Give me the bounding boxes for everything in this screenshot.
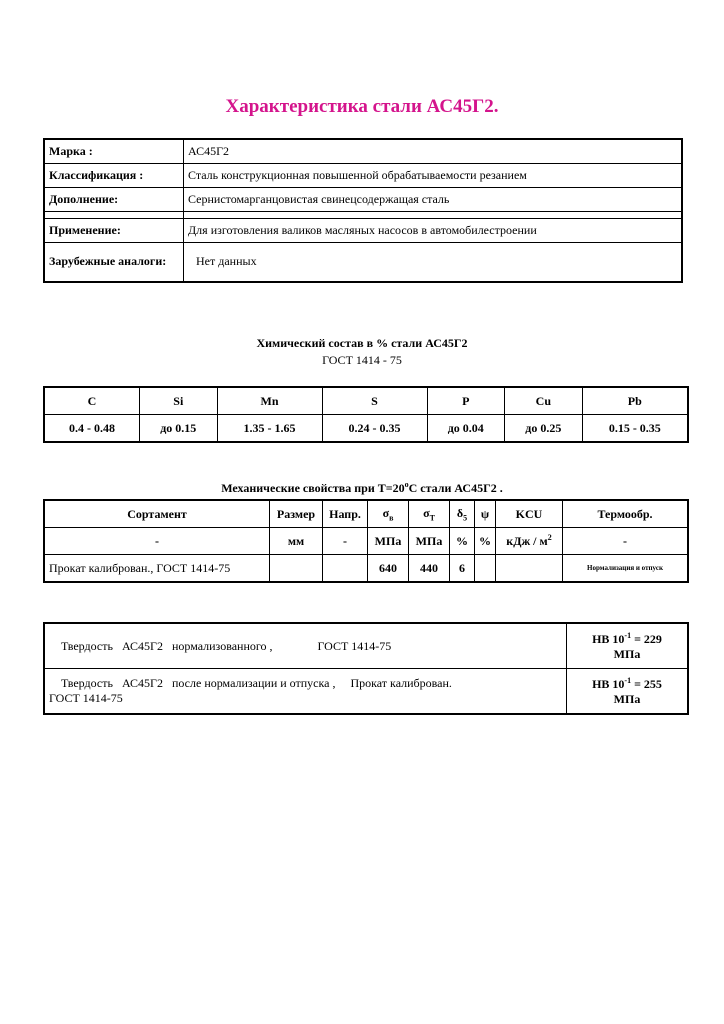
mech-unit: МПа	[368, 528, 409, 555]
sigma-symbol: σ	[423, 505, 430, 520]
chem-value-row	[44, 415, 688, 443]
info-value: Сталь конструкционная повышенной обрабатываемости резанием	[184, 163, 683, 187]
chem-header: Pb	[582, 387, 688, 415]
mech-unit: %	[475, 528, 496, 555]
chem-header: Cu	[505, 387, 583, 415]
mech-unit: -	[44, 528, 270, 555]
hardness-desc: Твердость АС45Г2 нормализованного , ГОСТ 1414-75	[44, 623, 567, 669]
hb-label: HB 10	[592, 631, 625, 646]
hardness-desc-line2: ГОСТ 1414-75	[49, 691, 123, 705]
hb-value: = 255	[631, 676, 662, 691]
info-row-analogs	[44, 242, 682, 282]
hb-exp: -1	[624, 675, 632, 685]
kcu-unit-sup: 2	[547, 533, 552, 542]
mech-header-direction: Напр.	[323, 500, 368, 528]
mech-header-heat-treatment: Термообр.	[563, 500, 689, 528]
mech-kcu	[496, 555, 563, 583]
hardness-table	[43, 622, 689, 715]
info-value: АС45Г2	[184, 139, 683, 163]
kcu-unit: кДж / м	[506, 534, 548, 548]
sigma-b-sub: в	[389, 513, 394, 523]
mech-header-size: Размер	[270, 500, 323, 528]
info-label: Зарубежные аналоги:	[44, 242, 184, 282]
mech-table	[43, 499, 689, 583]
mech-sigma-b: 640	[368, 555, 409, 583]
chem-header: Mn	[217, 387, 322, 415]
chem-header: P	[427, 387, 505, 415]
chem-value: до 0.15	[140, 415, 218, 443]
mech-unit: мм	[270, 528, 323, 555]
mech-heat-treatment: Нормализация и отпуск	[563, 555, 689, 583]
mech-header-sigma-b	[368, 500, 409, 528]
info-value: Сернистомарганцовистая свинецсодержащая сталь	[184, 187, 683, 211]
mech-header-sigma-t	[409, 500, 450, 528]
chem-value: 1.35 - 1.65	[217, 415, 322, 443]
mech-sortament: Прокат калиброван., ГОСТ 1414-75	[44, 555, 270, 583]
info-label: Марка :	[44, 139, 184, 163]
mech-psi	[475, 555, 496, 583]
chem-table	[43, 386, 689, 443]
mech-data-row	[44, 555, 688, 583]
chem-value: 0.15 - 0.35	[582, 415, 688, 443]
chem-value: 0.4 - 0.48	[44, 415, 140, 443]
mech-title	[0, 480, 724, 496]
mech-unit: %	[450, 528, 475, 555]
chem-title: Химический состав в % стали АС45Г2	[256, 336, 468, 350]
chem-header: S	[322, 387, 427, 415]
hardness-value	[567, 669, 689, 715]
mech-unit: МПа	[409, 528, 450, 555]
mech-size	[270, 555, 323, 583]
info-row-grade	[44, 139, 682, 163]
hardness-desc-line1: Твердость АС45Г2 после нормализации и отпуска , Прокат калиброван.	[49, 676, 452, 690]
chem-value: до 0.04	[427, 415, 505, 443]
mech-header-psi: ψ	[475, 500, 496, 528]
mech-header-row	[44, 500, 688, 528]
mech-header-kcu: KCU	[496, 500, 563, 528]
mech-sigma-t: 440	[409, 555, 450, 583]
sigma-symbol: σ	[382, 505, 390, 520]
sigma-t-sub: T	[429, 513, 435, 523]
mech-units-row	[44, 528, 688, 555]
info-label: Дополнение:	[44, 187, 184, 211]
hb-unit: МПа	[613, 646, 641, 661]
mech-title-suffix: С стали АС45Г2 .	[408, 481, 503, 495]
hb-value: = 229	[631, 631, 662, 646]
info-label: Классификация :	[44, 163, 184, 187]
hardness-desc	[44, 669, 567, 715]
chem-standard: ГОСТ 1414 - 75	[322, 353, 402, 367]
mech-direction	[323, 555, 368, 583]
chem-value: до 0.25	[505, 415, 583, 443]
info-row-addition	[44, 187, 682, 211]
mech-unit: -	[563, 528, 689, 555]
chem-header-row	[44, 387, 688, 415]
hardness-row	[44, 623, 688, 669]
mech-title-degree: o	[404, 480, 409, 489]
info-row-application	[44, 218, 682, 242]
mech-header-delta5	[450, 500, 475, 528]
mech-header-sortament: Сортамент	[44, 500, 270, 528]
info-label: Применение:	[44, 218, 184, 242]
hb-unit: МПа	[613, 691, 641, 706]
chem-header: Si	[140, 387, 218, 415]
delta-sub: 5	[463, 513, 468, 523]
hardness-row	[44, 669, 688, 715]
mech-unit-kcu	[496, 528, 563, 555]
mech-delta5: 6	[450, 555, 475, 583]
hardness-value	[567, 623, 689, 669]
info-table	[43, 138, 683, 283]
info-row-classification	[44, 163, 682, 187]
info-value: Для изготовления валиков масляных насосов в автомобилестроении	[184, 218, 683, 242]
chem-header: C	[44, 387, 140, 415]
mech-unit: -	[323, 528, 368, 555]
info-value: Нет данных	[184, 242, 683, 282]
page-title: Характеристика стали АС45Г2.	[225, 96, 499, 117]
delta-symbol: δ	[456, 505, 464, 520]
info-row-spacer	[44, 211, 682, 218]
chem-value: 0.24 - 0.35	[322, 415, 427, 443]
mech-title-prefix: Механические свойства при Т=20	[221, 481, 405, 495]
hb-exp: -1	[624, 630, 632, 640]
hb-label: HB 10	[592, 676, 625, 691]
